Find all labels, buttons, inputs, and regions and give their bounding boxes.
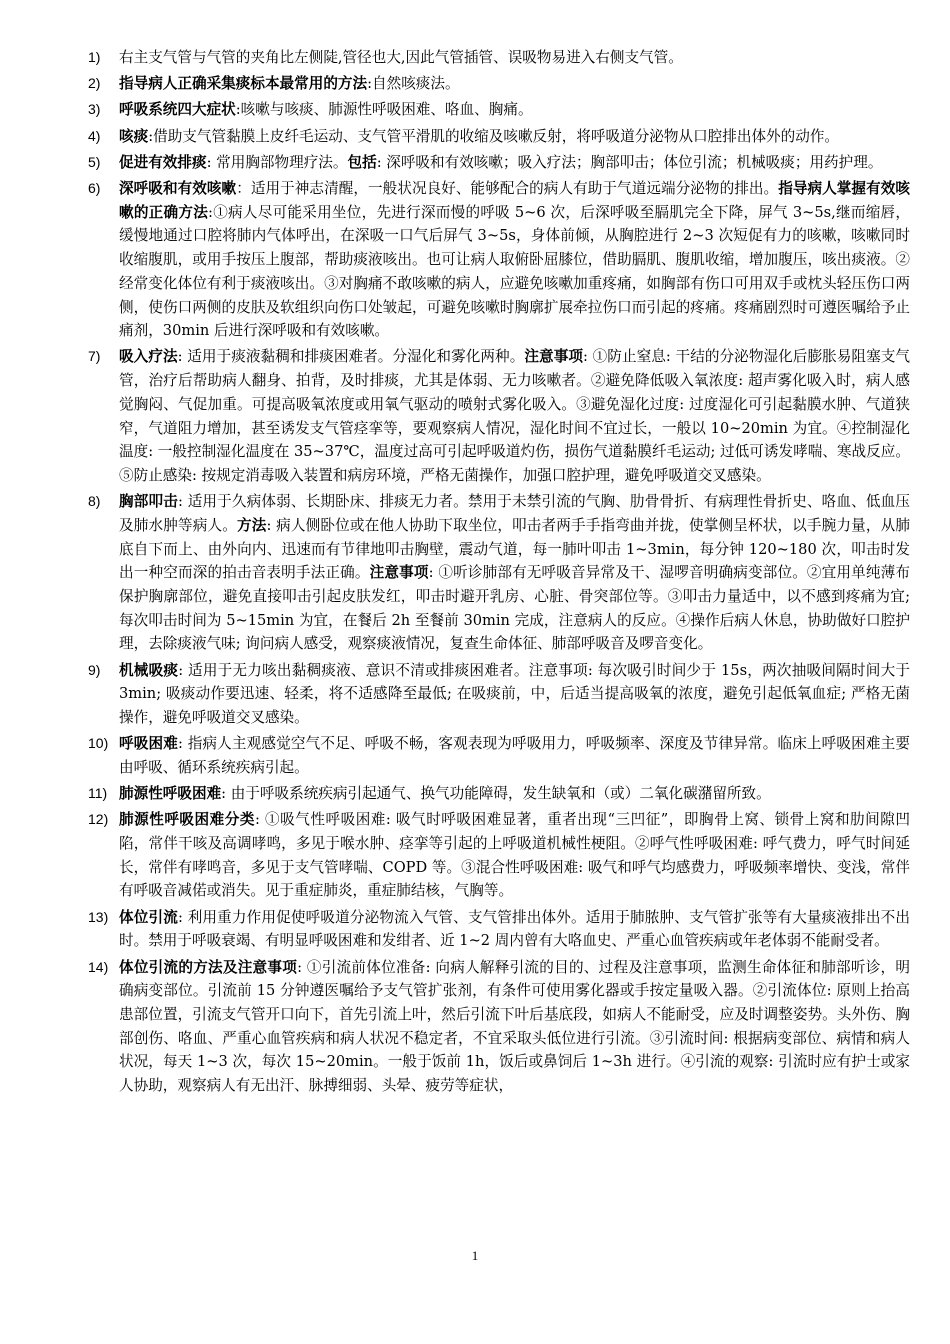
item-number: 9) xyxy=(88,661,101,678)
item-text: : ①引流前体位准备: 向病人解释引流的目的、过程及注意事项，监测生命体征和肺部听诊，明确病变部位。引流前 15 分钟遵医嘱给予支气管扩张剂，有条件可使用雾化器或手按定量吸入器。②引流体位: 原则上抬高患部位置，引流支气管开口向下，首先引流上叶，然后引流下叶后基底段，如病人不能耐受，应及时调整姿势。头外伤、胸部创伤、咯血、严重心血管疾病和病人状况不稳定者，不宜采取头低位进行引流。③引流时间: 根据病变部位、病情和病人状况，每天 1~3 次，每次 15~20min。一般于饭前 1h，饭后或鼻饲后 1~3h 进行。④引流的观察: 引流时应有护士或家人协助，观察病人有无出汗、脉搏细弱、头晕、疲劳等症状， xyxy=(119,958,910,1095)
list-item xyxy=(88,46,910,70)
item-number: 10) xyxy=(88,735,109,752)
list-item xyxy=(88,345,910,487)
item-number: 8) xyxy=(88,493,101,510)
item-text: : 常用胸部物理疗法。 xyxy=(206,153,348,171)
numbered-notes-list xyxy=(88,46,910,1100)
item-number: 6) xyxy=(88,180,101,197)
item-text: :借助支气管黏膜上皮纤毛运动、支气管平滑肌的收缩及咳嗽反射，将呼吸道分泌物从口腔排出体外的动作。 xyxy=(148,127,840,145)
list-item xyxy=(88,98,910,122)
item-term: 方法 xyxy=(236,516,267,534)
item-term: 肺源性呼吸困难分类 xyxy=(119,811,255,829)
list-item xyxy=(88,808,910,903)
item-number: 2) xyxy=(88,75,101,92)
item-text: :自然咳痰法。 xyxy=(367,75,460,93)
item-term: 包括 xyxy=(347,153,377,171)
item-text: : 深呼吸和有效咳嗽；吸入疗法；胸部叩击；体位引流；机械吸痰；用药护理。 xyxy=(376,153,883,171)
list-item xyxy=(88,125,910,149)
item-number: 1) xyxy=(88,49,101,65)
item-number: 5) xyxy=(88,153,101,170)
page-number: 1 xyxy=(471,1248,479,1263)
item-text: ：适用于神志清醒，一般状况良好、能够配合的病人有助于气道远端分泌物的排出。 xyxy=(236,180,779,198)
item-term: 指导病人正确采集痰标本最常用的方法 xyxy=(119,75,368,93)
item-text: : 适用于久病体弱、长期卧床、排痰无力者。禁用于未禁引流的气胸、肋骨骨折、有病理性骨折史、咯血、低血压及肺水肿等病人。 xyxy=(119,493,910,534)
item-term: 呼吸困难 xyxy=(119,735,178,753)
list-item xyxy=(88,906,910,953)
list-item xyxy=(88,732,910,779)
item-text: : ①听诊肺部有无呼吸音异常及干、湿啰音明确病变部位。②宜用单纯薄布保护胸廓部位，避免直接叩击引起皮肤发红，叩击时避开乳房、心脏、骨突部位等。③叩击力量适中，以不感到疼痛为宜; 每次叩击时间为 5~15min 为宜，在餐后 2h 至餐前 30min 完成，注意病人的反应。④操作后病人休息，协助做好口腔护理，去除痰液气味; 询问病人感受，观察痰液情况，复查生命体征、肺部呼吸音及啰音变化。 xyxy=(119,564,910,653)
item-text: : 由于呼吸系统疾病引起通气、换气功能障碍，发生缺氧和（或）二氧化碳潴留所致。 xyxy=(221,785,771,803)
list-item xyxy=(88,490,910,656)
list-item xyxy=(88,782,910,806)
item-number: 14) xyxy=(88,958,109,975)
item-text: : 利用重力作用促使呼吸道分泌物流入气管、支气管排出体外。适用于肺脓肿、支气管扩张等有大量痰液排出不出时。禁用于呼吸衰竭、有明显呼吸困难和发绀者、近 1~2 周内曾有大咯血史、严重心血管疾病或年老体弱不能耐受者。 xyxy=(119,908,910,950)
item-term: 呼吸系统四大症状 xyxy=(119,101,236,119)
item-number: 12) xyxy=(88,811,109,828)
item-number: 11) xyxy=(88,785,108,802)
item-term: 吸入疗法 xyxy=(119,348,178,366)
item-term: 体位引流 xyxy=(119,908,178,926)
item-text: : ①吸气性呼吸困难: 吸气时呼吸困难显著，重者出现“三凹征”，即胸骨上窝、锁骨上窝和肋间隙凹陷，常伴干咳及高调哮鸣，多见于喉水肿、痉挛等引起的上呼吸道机械性梗阻。②呼气性呼吸困难: 呼气费力，呼气时间延长，常伴有哮鸣音，多见于支气管哮喘、COPD 等。③混合性呼吸困难: 吸气和呼气均感费力，呼吸频率增快、变浅，常伴有呼吸音减偌或消失。见于重症肺炎，重症肺结核，气胸等。 xyxy=(119,811,910,900)
item-number: 13) xyxy=(88,908,109,925)
list-item xyxy=(88,659,910,730)
item-term: 促进有效排痰 xyxy=(119,153,207,171)
list-item xyxy=(88,151,910,175)
item-text: : 病人侧卧位或在他人协助下取坐位，叩击者两手手指弯曲并拢，使掌侧呈杯状，以手腕力量，从肺底自下而上、由外向内、迅速而有节律地叩击胸壁，震动气道，每一肺叶叩击 1~3min，每分钟 120~180 次，叩击时发出一种空而深的拍击音表明手法正确。 xyxy=(119,516,910,582)
item-term: 胸部叩击 xyxy=(119,493,178,511)
item-term: 肺源性呼吸困难 xyxy=(119,785,222,803)
item-text: : 适用于痰液黏稠和排痰困难者。分湿化和雾化两种。 xyxy=(177,348,525,366)
item-term: 体位引流的方法及注意事项 xyxy=(119,958,298,976)
item-text: :咳嗽与咳痰、肺源性呼吸困难、咯血、胸痛。 xyxy=(235,101,533,119)
item-term: 深呼吸和有效咳嗽 xyxy=(119,180,237,198)
item-term: 注意事项 xyxy=(524,348,584,366)
item-term: 咳痰 xyxy=(119,127,149,145)
item-text: :①病人尽可能采用坐位，先进行深而慢的呼吸 5~6 次，后深呼吸至膈肌完全下降，屏气 3~5s,继而缩唇，缓慢地通过口腔将肺内气体呼出，在深吸一口气后屏气 3~5s，身体前倾，从胸腔进行 2~3 次短促有力的咳嗽，咳嗽同时收缩腹肌，或用手按压上腹部，帮助痰液咳出。也可让病人取俯卧屈膝位，借助膈肌、腹肌收缩，增加腹压，咳出痰液。②经常变化体位有利于痰液咳出。③对胸痛不敢咳嗽的病人，应避免咳嗽加重疼痛，如胸部有伤口可用双手或枕头轻压伤口两侧，使伤口两侧的皮肤及软组织向伤口处皱起，可避免咳嗽时胸廓扩展牵拉伤口而引起的疼痛。疼痛剧烈时可遵医嘱给予止痛剂，30min 后进行深呼吸和有效咳嗽。 xyxy=(119,203,910,340)
item-term: 机械吸痰 xyxy=(119,661,179,679)
list-item xyxy=(88,177,910,343)
item-text: : 适用于无力咳出黏稠痰液、意识不清或排痰困难者。注意事项: 每次吸引时间少于 15s，两次抽吸间隔时间大于 3min; 吸痰动作要迅速、轻柔，将不适感降至最低; 在吸痰前，中，后适当提高吸氧的浓度，避免引起低氧血症; 严格无菌操作，避免呼吸道交叉感染。 xyxy=(119,661,910,726)
item-term: 指导病人掌握有效咳嗽的正确方法 xyxy=(119,180,910,221)
list-item xyxy=(88,72,910,96)
item-number: 4) xyxy=(88,127,101,144)
item-term: 注意事项 xyxy=(369,564,429,582)
item-number: 3) xyxy=(88,101,101,118)
item-number: 7) xyxy=(88,348,101,365)
list-item xyxy=(88,956,910,1098)
item-text: 右主支气管与气管的夹角比左侧陡,管径也大,因此气管插管、误吸物易进入右侧支气管。 xyxy=(119,49,683,66)
item-text: : ①防止窒息: 干结的分泌物湿化后膨胀易阻塞支气管，治疗后帮助病人翻身、拍背，及时排痰，尤其是体弱、无力咳嗽者。②避免降低吸入氧浓度: 超声雾化吸入时，病人感觉胸闷、气促加重。可提高吸氧浓度或用氧气驱动的喷射式雾化吸入。③避免湿化过度: 过度湿化可引起黏膜水肿、气道狭窄，气道阻力增加，甚至诱发支气管痉挛等，要观察病人情况，湿化时间不宜过长，一般以 10~20min 为宜。④控制湿化温度: 一般控制湿化温度在 35~37℃，温度过高可引起呼吸道灼伤，损伤气道黏膜纤毛运动; 过低可诱发哮喘、寒战反应。⑤防止感染: 按规定消毒吸入装置和病房环境，严格无菌操作，加强口腔护理，避免呼吸道交叉感染。 xyxy=(119,348,910,484)
item-text: : 指病人主观感觉空气不足、呼吸不畅，客观表现为呼吸用力，呼吸频率、深度及节律异常。临床上呼吸困难主要由呼吸、循环系统疾病引起。 xyxy=(119,735,910,776)
